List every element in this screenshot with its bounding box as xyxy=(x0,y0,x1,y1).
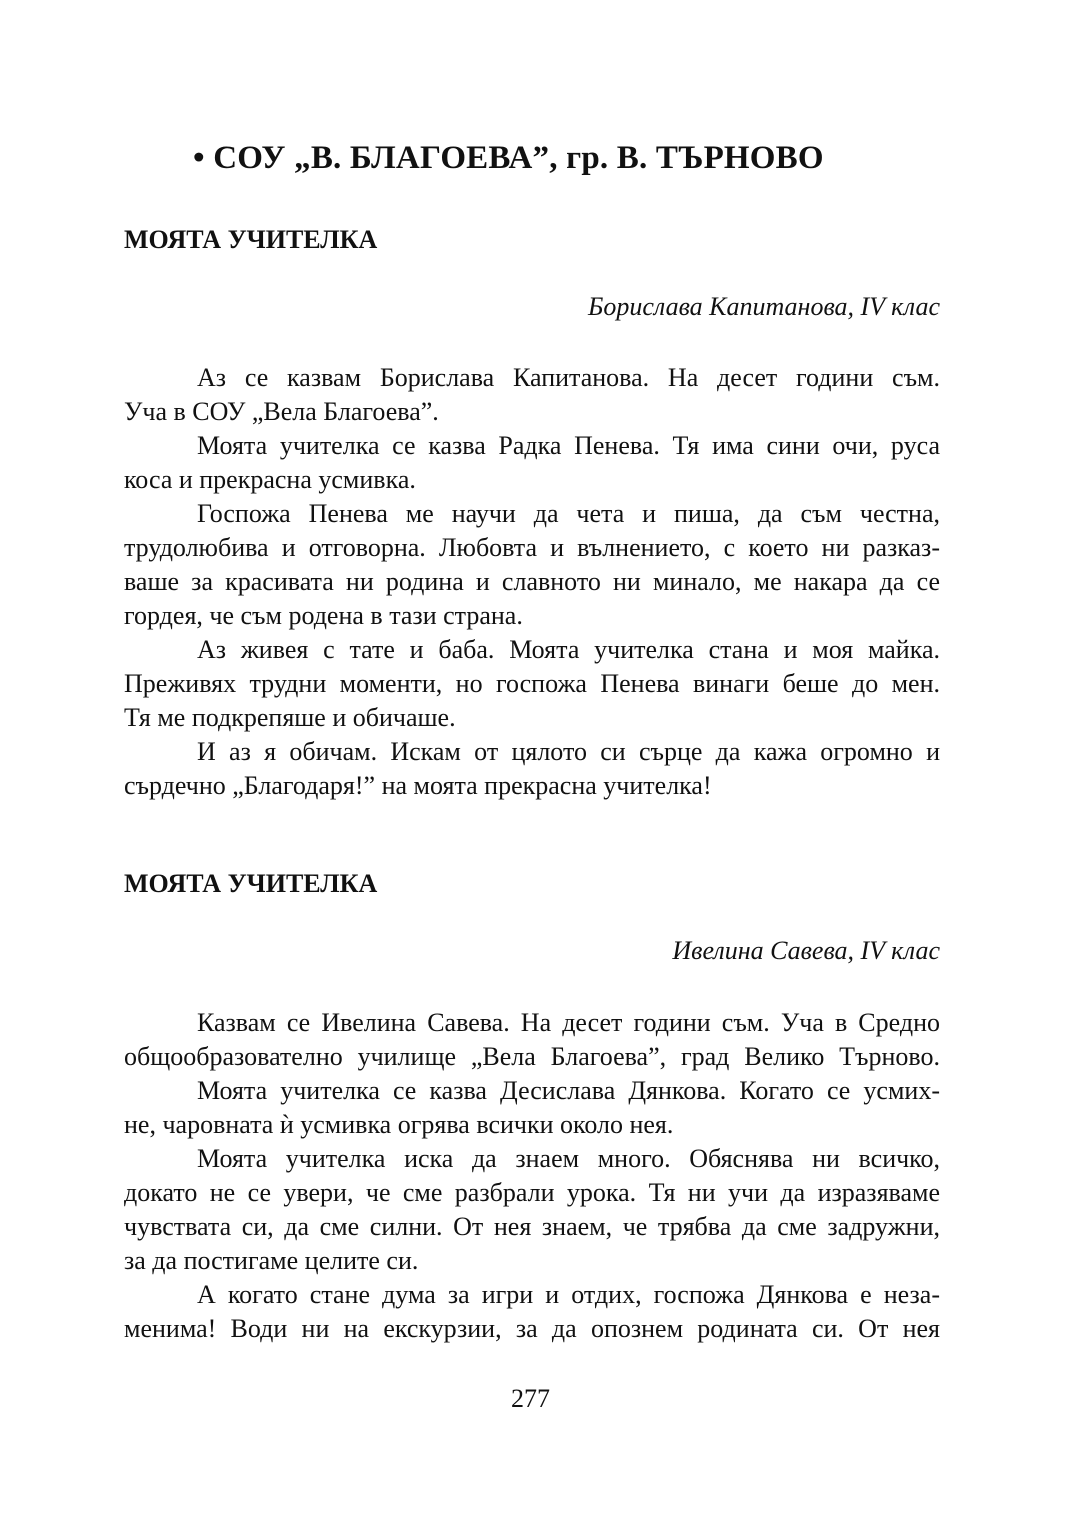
essay-2-line: общообразователно училище „Вела Благоева”, град Велико Търново. xyxy=(124,1042,940,1071)
essay-1-line: Аз се казвам Борислава Капитанова. На десет години съм. xyxy=(197,363,940,392)
essay-2-line: не, чаровната ѝ усмивка огрява всички около нея. xyxy=(124,1110,674,1139)
essay-1-line: Моята учителка се казва Радка Пенева. Тя има сини очи, руса xyxy=(197,431,940,460)
essay-2-line: Моята учителка се казва Десислава Дянкова. Когато се усмих- xyxy=(197,1076,940,1105)
essay-2-author: Ивелина Савева, IV клас xyxy=(672,936,940,965)
essay-2-line: менима! Води ни на екскурзии, за да опознем родината си. От нея xyxy=(124,1314,940,1343)
essay-1-line: ваше за красивата ни родина и славното ни минало, ме накара да се xyxy=(124,567,940,596)
essay-2-line: за да постигаме целите си. xyxy=(124,1246,419,1275)
school-heading: • СОУ „В. БЛАГОЕВА”, гр. В. ТЪРНОВО xyxy=(193,140,824,176)
page-number: 277 xyxy=(511,1384,550,1413)
essay-1-line: Госпожа Пенева ме научи да чета и пиша, да съм честна, xyxy=(197,499,940,528)
essay-1-line: сърдечно „Благодаря!” на моята прекрасна учителка! xyxy=(124,771,712,800)
essay-1-line: коса и прекрасна усмивка. xyxy=(124,465,416,494)
essay-1-line: гордея, че съм родена в тази страна. xyxy=(124,601,523,630)
essay-2-line: чувствата си, да сме силни. От нея знаем, че трябва да сме задружни, xyxy=(124,1212,940,1241)
essay-2-line: докато не се увери, че сме разбрали урока. Тя ни учи да изразяваме xyxy=(124,1178,940,1207)
essay-1-line: Преживях трудни моменти, но госпожа Пенева винаги беше до мен. xyxy=(124,669,940,698)
essay-2-title: МОЯТА УЧИТЕЛКА xyxy=(124,869,378,898)
essay-1-author: Борислава Капитанова, IV клас xyxy=(588,292,940,321)
essay-1-line: Аз живея с тате и баба. Моята учителка стана и моя майка. xyxy=(197,635,940,664)
essay-1-line: И аз я обичам. Искам от цялото си сърце да кажа огромно и xyxy=(197,737,940,766)
essay-2-line: Моята учителка иска да знаем много. Обяснява ни всичко, xyxy=(197,1144,940,1173)
essay-1-title: МОЯТА УЧИТЕЛКА xyxy=(124,225,378,254)
essay-1-line: трудолюбива и отговорна. Любовта и вълнението, с което ни разказ- xyxy=(124,533,940,562)
essay-2-line: А когато стане дума за игри и отдих, госпожа Дянкова е неза- xyxy=(197,1280,940,1309)
essay-1-line: Уча в СОУ „Вела Благоева”. xyxy=(124,397,439,426)
essay-2-line: Казвам се Ивелина Савева. На десет години съм. Уча в Средно xyxy=(197,1008,940,1037)
essay-1-line: Тя ме подкрепяше и обичаше. xyxy=(124,703,456,732)
